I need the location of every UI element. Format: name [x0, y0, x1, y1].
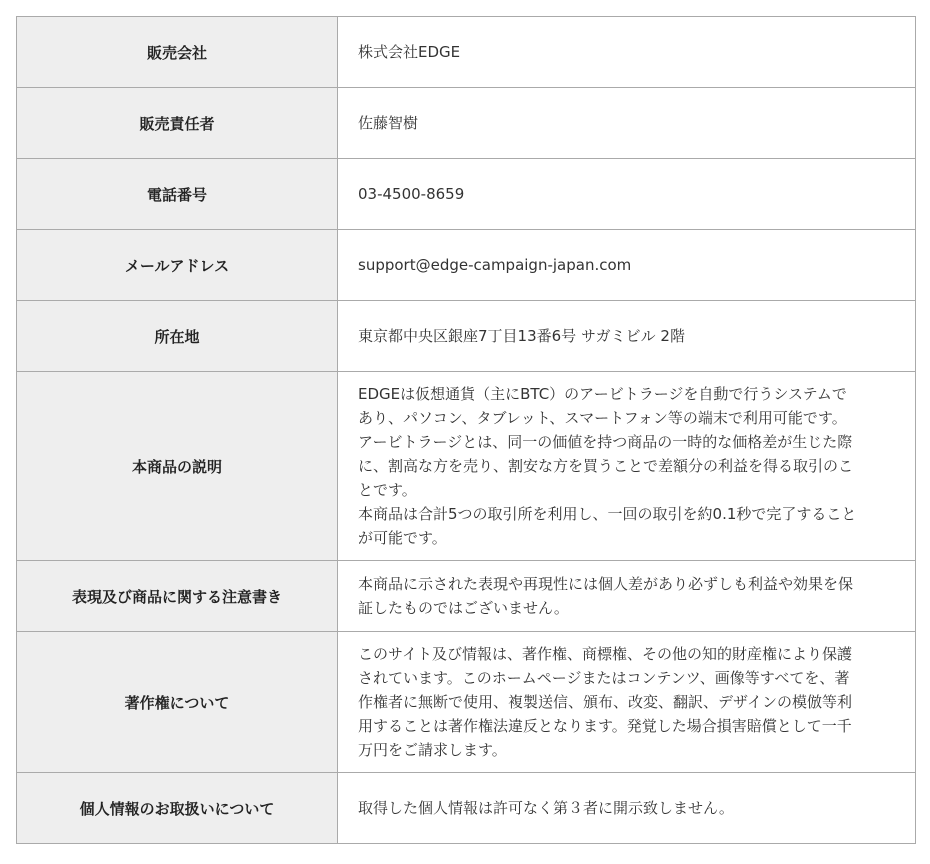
row-value: [338, 372, 916, 561]
row-label: 販売会社: [17, 17, 338, 88]
table-row-address: [17, 301, 916, 372]
table-row-company: [17, 17, 916, 88]
street-address: 東京都中央区銀座7丁目13番6号 サガミビル 2階: [358, 327, 685, 345]
row-value: [338, 230, 916, 301]
notice-text: 本商品に示された表現や再現性には個人差があり必ずしも利益や効果を保 証したものではございません。: [358, 575, 854, 617]
row-value: [338, 561, 916, 632]
phone-number: 03-4500-8659: [358, 185, 465, 203]
table-row-copyright: [17, 632, 916, 773]
copyright-text: このサイト及び情報は、著作権、商標権、その他の知的財産権により保護 されています。このホームページまたはコンテンツ、画像等すべてを、著 作権者に無断で使用、複製送信、頒布、改変、翻訳、デザインの模倣等利 用することは著作権法違反となります。発覚した場合損害賠償として一千 万円をご請求します。: [358, 645, 852, 759]
row-label: 著作権について: [17, 632, 338, 773]
row-label: 表現及び商品に関する注意書き: [17, 561, 338, 632]
table-row-manager: [17, 88, 916, 159]
table-row-email: [17, 230, 916, 301]
manager-name: 佐藤智樹: [358, 114, 419, 132]
row-value: [338, 773, 916, 844]
row-label: メールアドレス: [17, 230, 338, 301]
row-value: [338, 88, 916, 159]
table-row-description: [17, 372, 916, 561]
row-value: [338, 301, 916, 372]
company-info-table: [16, 16, 916, 844]
row-value: [338, 17, 916, 88]
row-label: 電話番号: [17, 159, 338, 230]
row-value: [338, 159, 916, 230]
product-description: EDGEは仮想通貨（主にBTC）のアービトラージを自動で行うシステムで あり、パソコン、タブレット、スマートフォン等の端末で利用可能です。 アービトラージとは、同一の価値を持つ商品の一時的な価格差が生じた際 に、割高な方を売り、割安な方を買うことで差額分の利益を得る取引のこ とです。 本商品は合計5つの取引所を利用し、一回の取引を約0.1秒で完了すること が可能です。: [358, 385, 857, 547]
row-label: 個人情報のお取扱いについて: [17, 773, 338, 844]
row-label: 本商品の説明: [17, 372, 338, 561]
table-row-notice: [17, 561, 916, 632]
row-label: 所在地: [17, 301, 338, 372]
row-label: 販売責任者: [17, 88, 338, 159]
table-row-phone: [17, 159, 916, 230]
row-value: [338, 632, 916, 773]
privacy-text: 取得した個人情報は許可なく第３者に開示致しません。: [358, 799, 734, 817]
email-address: support@edge-campaign-japan.com: [358, 256, 632, 274]
company-name: 株式会社EDGE: [358, 43, 461, 61]
table-row-privacy: [17, 773, 916, 844]
